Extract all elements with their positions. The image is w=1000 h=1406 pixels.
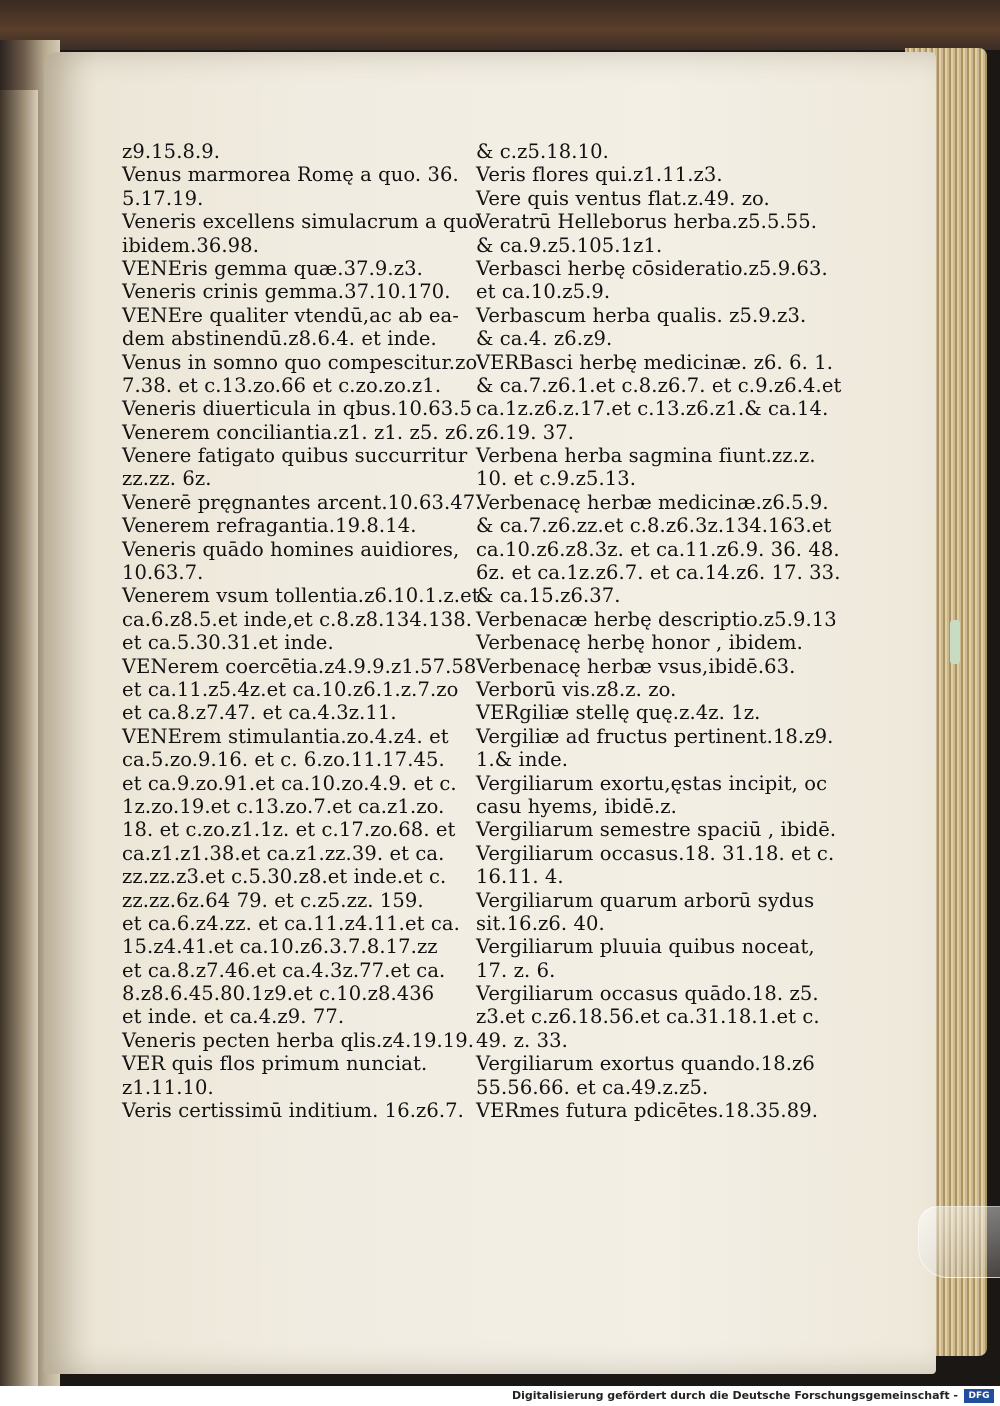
index-entry-line: Vergiliarum semestre spaciū , ibidē. (476, 818, 837, 842)
index-entry-line: & ca.7.z6.1.et c.8.z6.7. et c.9.z6.4.et (476, 373, 842, 397)
index-entry-line: 1.& inde. (476, 748, 569, 772)
index-entry-line: 5.17.19. (122, 186, 204, 210)
index-entry-line: ca.6.z8.5.et inde,et c.8.z8.134.138. (122, 607, 473, 631)
index-entry-line: ca.z1.z1.38.et ca.z1.zz.39. et ca. (122, 841, 445, 865)
index-entry-line: z9.15.8.9. (122, 140, 221, 163)
index-entry-line: et ca.6.z4.zz. et ca.11.z4.11.et ca. (122, 911, 460, 935)
index-entry-line: VERBasci herbę medicinæ. z6. 6. 1. (476, 350, 834, 374)
index-entry-line: z3.et c.z6.18.56.et ca.31.18.1.et c. (476, 1005, 820, 1029)
index-entry-line: ca.5.zo.9.16. et c. 6.zo.11.17.45. (122, 748, 445, 772)
index-entry-line: 10.63.7. (122, 561, 204, 585)
index-column-left (122, 140, 482, 1123)
index-entry-line: Verbenacę herbæ medicinæ.z6.5.9. (476, 490, 829, 514)
index-entry-line: Verbenacę herbæ vsus,ibidē.63. (476, 654, 796, 678)
index-entry-line: 18. et c.zo.z1.1z. et c.17.zo.68. et (122, 818, 456, 842)
index-entry-line: & ca.9.z5.105.1z1. (476, 233, 663, 257)
index-entry-line: Verbasci herbę cōsideratio.z5.9.63. (476, 256, 828, 280)
index-entry-line: zz.zz. 6z. (122, 467, 212, 491)
index-entry-line: VERgiliæ stellę quę.z.4z. 1z. (476, 701, 761, 725)
index-entry-line: Vergiliarum occasus quādo.18. z5. (476, 982, 819, 1006)
index-entry-line: VENEris gemma quæ.37.9.z3. (122, 256, 423, 280)
index-entry-line: & ca.15.z6.37. (476, 584, 621, 608)
index-entry-line: casu hyems, ibidē.z. (476, 794, 677, 818)
index-entry-line: & ca.4. z6.z9. (476, 327, 613, 351)
index-entry-line: Verbascum herba qualis. z5.9.z3. (476, 303, 807, 327)
index-entry-line: ca.10.z6.z8.3z. et ca.11.z6.9. 36. 48. (476, 537, 840, 561)
index-entry-line: Veneris quādo homines auidiores, (122, 537, 460, 561)
index-entry-line: et ca.8.z7.47. et ca.4.3z.11. (122, 701, 397, 725)
index-entry-line: Vergiliarum exortu,ęstas incipit, oc (476, 771, 828, 795)
index-entry-line: Verbena herba sagmina fiunt.zz.z. (476, 444, 816, 468)
footer-credit: Digitalisierung gefördert durch die Deutsche Forschungsgemeinschaft - (511, 1389, 958, 1402)
index-entry-line: Veneris pecten herba qlis.z4.19.19. (122, 1028, 475, 1052)
index-entry-line: 10. et c.9.z5.13. (476, 467, 637, 491)
index-entry-line: Vere quis ventus flat.z.49. zo. (476, 186, 770, 210)
glass-clip (918, 1206, 1000, 1278)
index-entry-line: Venus marmorea Romę a quo. 36. (122, 163, 459, 187)
index-entry-line: et ca.8.z7.46.et ca.4.3z.77.et ca. (122, 958, 446, 982)
index-entry-line: z1.11.10. (122, 1075, 214, 1099)
index-entry-line: zz.zz.6z.64 79. et c.z5.zz. 159. (122, 888, 424, 912)
index-entry-line: VERmes futura pdicētes.18.35.89. (476, 1099, 819, 1123)
index-entry-line: & c.z5.18.10. (476, 140, 609, 163)
index-entry-line: et ca.10.z5.9. (476, 280, 611, 304)
index-entry-line: 49. z. 33. (476, 1028, 568, 1052)
book-cover-top (0, 0, 1000, 50)
index-entry-line: VER quis flos primum nunciat. (122, 1052, 428, 1076)
index-entry-line: z6.19. 37. (476, 420, 575, 444)
index-entry-line: VENErem stimulantia.zo.4.z4. et (122, 724, 449, 748)
index-entry-line: Veneris crinis gemma.37.10.170. (122, 280, 451, 304)
index-entry-line: 8.z8.6.45.80.1z9.et c.10.z8.436 (122, 982, 435, 1006)
dfg-logo: DFG (964, 1389, 994, 1403)
index-entry-line: Venerem conciliantia.z1. z1. z5. z6. (122, 420, 475, 444)
index-entry-line: 1z.zo.19.et c.13.zo.7.et ca.z1.zo. (122, 794, 445, 818)
index-entry-line: 7.38. et c.13.zo.66 et c.zo.zo.z1. (122, 373, 442, 397)
index-entry-line: 15.z4.41.et ca.10.z6.3.7.8.17.zz (122, 935, 438, 959)
index-entry-line: et ca.11.z5.4z.et ca.10.z6.1.z.7.zo (122, 677, 459, 701)
index-entry-line: Venerem vsum tollentia.z6.10.1.z.et (122, 584, 480, 608)
index-column-right (476, 140, 842, 1123)
index-entry-line: Vergiliarum occasus.18. 31.18. et c. (476, 841, 835, 865)
index-entry-line: Veris flores qui.z1.11.z3. (476, 163, 723, 187)
page-tab-marker (950, 620, 960, 664)
index-entry-line: Verbenacę herbę honor , ibidem. (476, 631, 803, 655)
index-entry-line: Venerē pręgnantes arcent.10.63.47. (122, 490, 482, 514)
index-entry-line: sit.16.z6. 40. (476, 911, 605, 935)
index-entry-line: Venus in somno quo compescitur.zo (122, 350, 478, 374)
index-entry-line: dem abstinendū.z8.6.4. et inde. (122, 327, 437, 351)
index-entry-line: Veratrū Helleborus herba.z5.5.55. (476, 210, 818, 234)
index-entry-line: 17. z. 6. (476, 958, 556, 982)
facing-page-edge (0, 90, 38, 1386)
index-entry-line: Vergiliarum exortus quando.18.z6 (476, 1052, 815, 1076)
index-entry-line: Veris certissimū inditium. 16.z6.7. (122, 1099, 464, 1123)
index-entry-line: & ca.7.z6.zz.et c.8.z6.3z.134.163.et (476, 514, 832, 538)
index-entry-line: et ca.5.30.31.et inde. (122, 631, 334, 655)
index-entry-line: Vergiliæ ad fructus pertinent.18.z9. (476, 724, 834, 748)
index-entry-line: Vergiliarum quarum arborū sydus (476, 888, 815, 912)
index-entry-line: Veneris diuerticula in qbus.10.63.5 (122, 397, 473, 421)
index-entry-line: Verbenacæ herbę descriptio.z5.9.13 (476, 607, 837, 631)
index-entry-line: VENerem coercētia.z4.9.9.z1.57.58 (122, 654, 477, 678)
index-entry-line: Verborū vis.z8.z. zo. (476, 677, 677, 701)
index-entry-line: Venerem refragantia.19.8.14. (122, 514, 417, 538)
index-entry-line: Venere fatigato quibus succurritur (122, 444, 468, 468)
index-entry-line: 6z. et ca.1z.z6.7. et ca.14.z6. 17. 33. (476, 561, 841, 585)
index-entry-line: 16.11. 4. (476, 865, 564, 889)
index-entry-line: zz.zz.z3.et c.5.30.z8.et inde.et c. (122, 865, 447, 889)
index-entry-line: ibidem.36.98. (122, 233, 259, 257)
index-entry-line: VENEre qualiter vtendū,ac ab ea- (122, 303, 459, 327)
footer-bar (0, 1386, 1000, 1406)
index-entry-line: ca.1z.z6.z.17.et c.13.z6.z1.& ca.14. (476, 397, 829, 421)
index-entry-line: Vergiliarum pluuia quibus noceat, (476, 935, 815, 959)
index-entry-line: Veneris excellens simulacrum a quo (122, 210, 481, 234)
index-entry-line: et inde. et ca.4.z9. 77. (122, 1005, 345, 1029)
index-entry-line: 55.56.66. et ca.49.z.z5. (476, 1075, 709, 1099)
index-entry-line: et ca.9.zo.91.et ca.10.zo.4.9. et c. (122, 771, 457, 795)
